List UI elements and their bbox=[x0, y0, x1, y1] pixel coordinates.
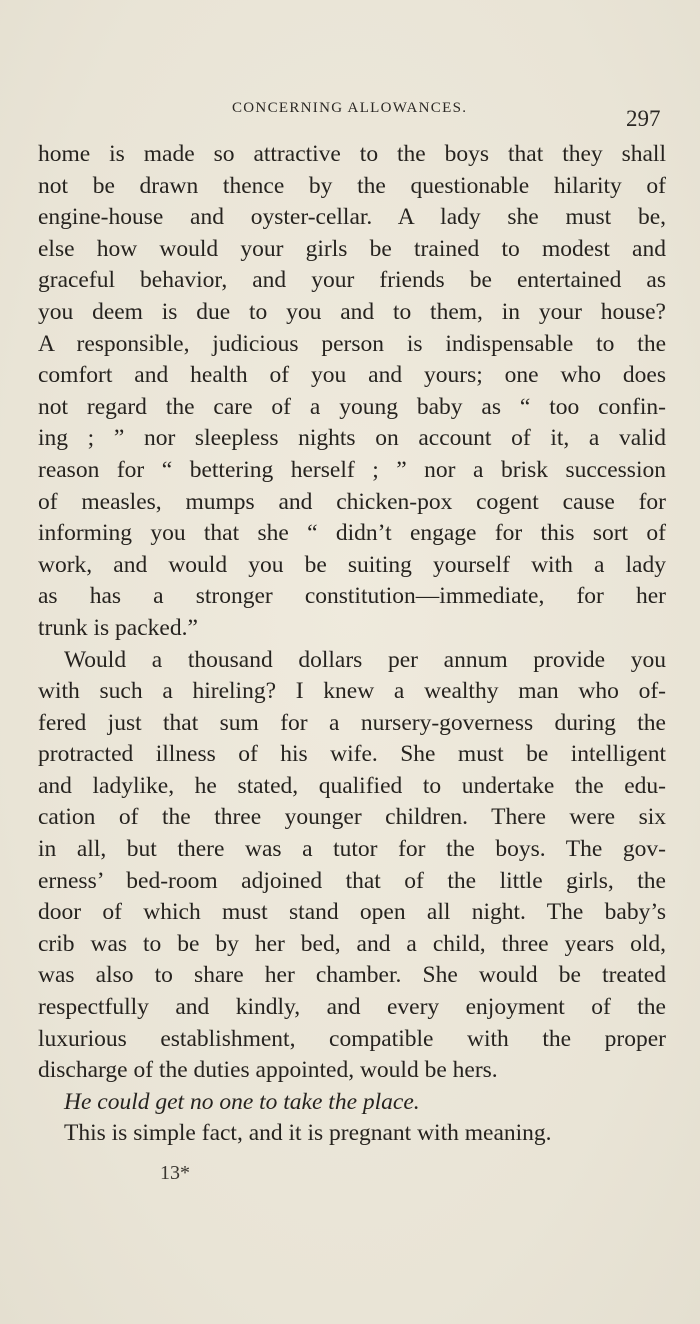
text-line: This is simple fact, and it is pregnant with meaning. bbox=[64, 1120, 552, 1147]
text-line: of measles, mumps and chicken-pox cogent cause for bbox=[38, 488, 666, 515]
text-line: else how would your girls be trained to modest and bbox=[38, 235, 666, 262]
text-line: protracted illness of his wife. She must be intelligent bbox=[38, 741, 666, 768]
text-line: was also to share her chamber. She would be treated bbox=[38, 962, 666, 989]
text-line: respectfully and kindly, and every enjoyment of the bbox=[38, 994, 666, 1021]
text-line: discharge of the duties appointed, would be hers. bbox=[38, 1057, 498, 1084]
body-text bbox=[38, 139, 666, 1150]
text-line: crib was to be by her bed, and a child, three years old, bbox=[38, 930, 666, 957]
text-line: not regard the care of a young baby as “ too confin- bbox=[38, 393, 666, 420]
running-head bbox=[0, 100, 700, 136]
text-line: luxurious establishment, compatible with the proper bbox=[38, 1025, 666, 1052]
text-line: with such a hireling? I knew a wealthy man who of- bbox=[38, 678, 666, 705]
text-line: not be drawn thence by the questionable hilarity of bbox=[38, 172, 666, 199]
text-line: as has a stronger constitution—immediate, for her bbox=[38, 583, 666, 610]
text-line: erness’ bed-room adjoined that of the little girls, the bbox=[38, 867, 666, 894]
text-line: home is made so attractive to the boys that they shall bbox=[38, 141, 666, 167]
signature-mark: 13* bbox=[160, 1162, 190, 1184]
text-line: fered just that sum for a nursery-governess during the bbox=[38, 709, 666, 736]
text-line: informing you that she “ didn’t engage for this sort of bbox=[38, 520, 666, 547]
text-line: engine-house and oyster-cellar. A lady she must be, bbox=[38, 204, 666, 231]
emphasis-line: He could get no one to take the place. bbox=[64, 1088, 420, 1115]
text-line: ing ; ” nor sleepless nights on account of it, a valid bbox=[38, 425, 666, 452]
text-line: in all, but there was a tutor for the boys. The gov- bbox=[38, 836, 666, 863]
running-head-title: CONCERNING ALLOWANCES. bbox=[232, 100, 468, 116]
text-line: cation of the three younger children. There were six bbox=[38, 804, 666, 831]
text-line: graceful behavior, and your friends be entertained as bbox=[38, 267, 666, 294]
text-line: trunk is packed.” bbox=[38, 614, 198, 641]
text-line: comfort and health of you and yours; one who does bbox=[38, 362, 666, 389]
text-line: A responsible, judicious person is indispensable to the bbox=[38, 330, 666, 357]
text-line: and ladylike, he stated, qualified to undertake the edu- bbox=[38, 772, 666, 799]
text-line: you deem is due to you and to them, in your house? bbox=[38, 298, 666, 325]
text-line: Would a thousand dollars per annum provide you bbox=[64, 646, 666, 673]
page-number: 297 bbox=[626, 106, 661, 131]
text-line: reason for “ bettering herself ; ” nor a brisk succession bbox=[38, 456, 666, 483]
text-line: door of which must stand open all night. The baby’s bbox=[38, 899, 666, 926]
text-line: work, and would you be suiting yourself with a lady bbox=[38, 551, 666, 578]
